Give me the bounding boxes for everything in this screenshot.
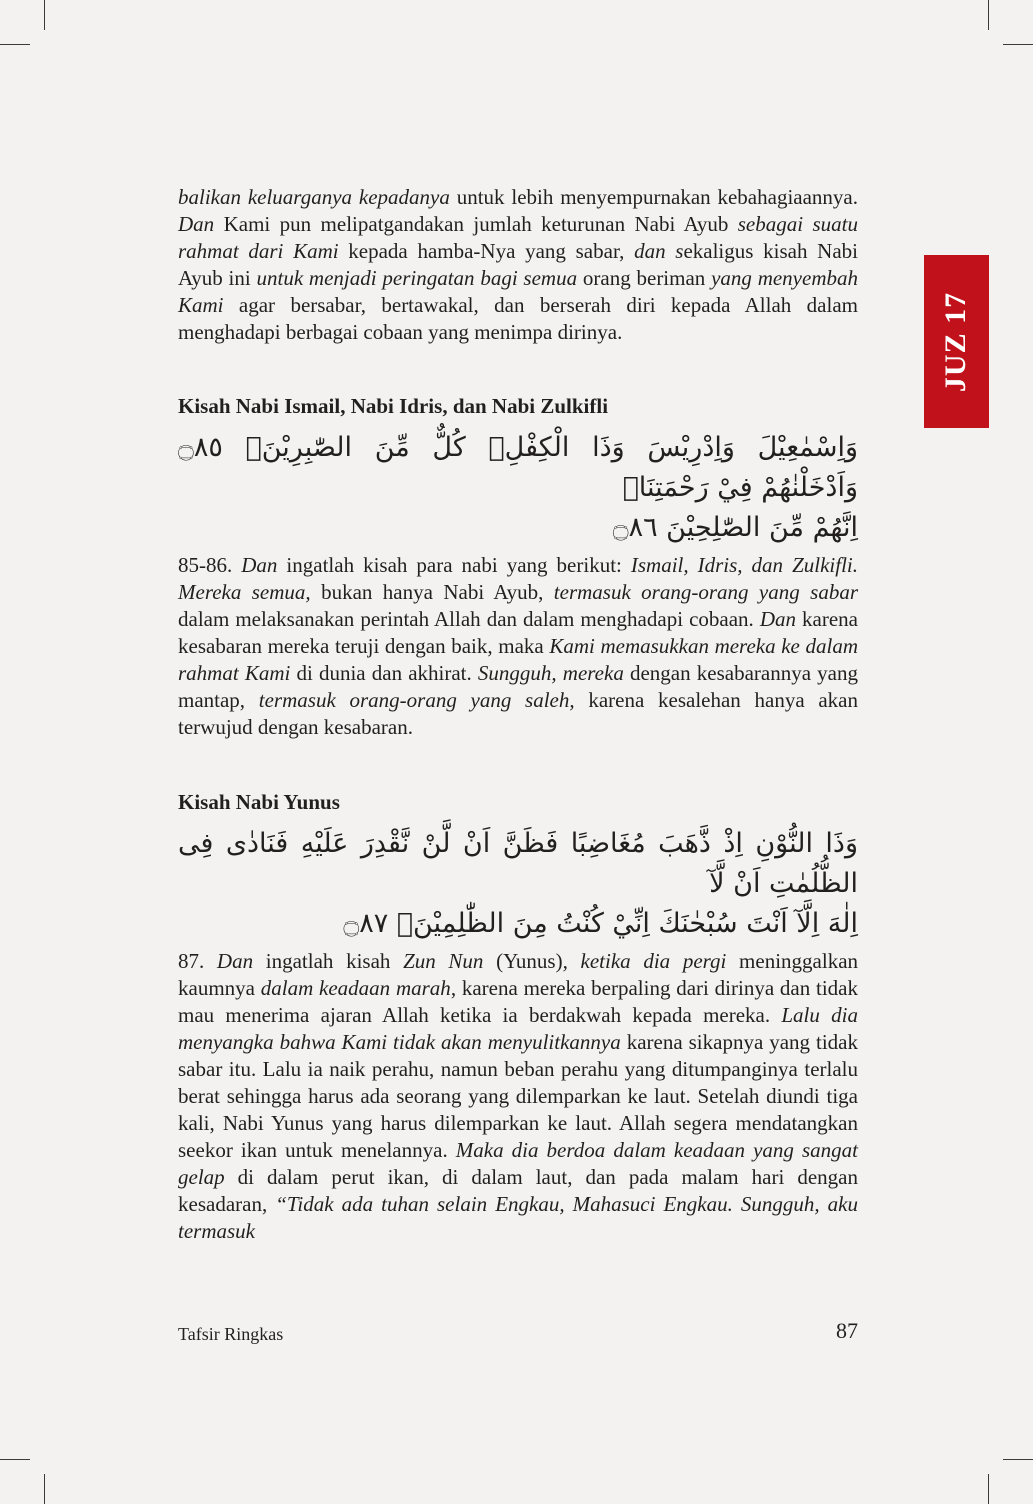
italic-run: “Tidak ada tuhan selain Engkau, Mahasuci Engkau. Sungguh, aku termasuk (178, 1192, 858, 1243)
crop-mark (1003, 44, 1033, 45)
crop-mark (988, 0, 989, 30)
crop-mark (1003, 1459, 1033, 1460)
crop-mark (0, 1459, 30, 1460)
text-run: (Yunus) (483, 949, 563, 973)
juz-side-tab (924, 255, 989, 428)
text-run: , karena mereka berpaling dari dirinya dan tidak mau menerima ajaran Allah ketika ia berdakwah kepada mereka. (178, 976, 859, 1027)
text-run: ekaligus kisah Nabi Ayub ini (178, 239, 858, 290)
italic-run: yang menyembah Kami (178, 266, 858, 317)
italic-run: Zun Nun (403, 949, 484, 973)
text-run: ingatlah kisah para nabi yang berikut: (277, 553, 631, 577)
tafsir-paragraph-85-86 (178, 552, 858, 741)
text-run: karena kesabaran mereka teruji dengan baik, maka (178, 607, 858, 658)
arabic-verse-85-86 (178, 428, 858, 548)
text-run: untuk lebih menyempurnakan kebahagiaannya. (449, 185, 858, 209)
text-run: di dalam perut ikan, di dalam laut, dan pada malam hari dengan kesadaran, (178, 1165, 858, 1216)
intro-paragraph (178, 184, 858, 346)
juz-tab-label: JUZ 17 (939, 291, 973, 392)
arabic-line: اِلٰهَ اِلَّآ اَنْتَ سُبْحٰنَكَ اِنِّيْ كُنْتُ مِنَ الظّٰلِمِيْنَۚ ۝٨٧ (343, 908, 858, 939)
italic-run: untuk menjadi peringatan bagi semua (256, 266, 578, 290)
italic-run: termasuk orang-orang yang sabar (553, 580, 858, 604)
section-heading-yunus: Kisah Nabi Yunus (178, 790, 340, 814)
arabic-line: وَذَا النُّوْنِ اِذْ ذَّهَبَ مُغَاضِبًا فَظَنَّ اَنْ لَّنْ نَّقْدِرَ عَلَيْهِ فَنَادٰى فِى الظُّلُمٰتِ اَنْ لَّآ (178, 828, 858, 899)
italic-run: termasuk orang-orang yang saleh, (258, 688, 575, 712)
text-run: agar bersabar, bertawakal, dan berserah diri kepada Allah dalam menghadapi berbagai cobaan yang menimpa dirinya. (178, 293, 858, 344)
crop-mark (44, 0, 45, 30)
crop-mark (0, 44, 30, 45)
italic-run: balikan keluarganya kepadanya (178, 185, 450, 209)
italic-run: Dan (241, 553, 278, 577)
italic-run: Dan (178, 212, 215, 236)
text-run: meninggalkan kaumnya (178, 949, 859, 1000)
section-heading-ismail: Kisah Nabi Ismail, Nabi Idris, dan Nabi Zulkifli (178, 394, 609, 418)
text-run: kepada hamba-Nya yang sabar, (338, 239, 635, 263)
text-run: Kami pun melipatgandakan jumlah keturunan Nabi Ayub (214, 212, 738, 236)
italic-run: Sungguh, mereka (477, 661, 624, 685)
italic-run: , ketika dia pergi (562, 949, 727, 973)
arabic-line: اِنَّهُمْ مِّنَ الصّٰلِحِيْنَ ۝٨٦ (612, 512, 858, 543)
text-run: dalam melaksanakan perintah Allah dan dalam menghadapi cobaan. (178, 607, 760, 631)
italic-run: Lalu dia menyangka bahwa Kami tidak akan menyulitkannya (178, 1003, 858, 1054)
italic-run: dalam keadaan marah (260, 976, 451, 1000)
italic-run: dan s (634, 239, 684, 263)
page-number: 87 (836, 1318, 858, 1343)
arabic-verse-87 (178, 824, 858, 944)
text-run: ingatlah kisah (253, 949, 404, 973)
arabic-line: وَاِسْمٰعِيْلَ وَاِدْرِيْسَ وَذَا الْكِفْلِۗ كُلٌّ مِّنَ الصّٰبِرِيْنَۙ ۝٨٥ وَاَدْخَلْنٰهُمْ فِيْ رَحْمَتِنَاۗ (178, 432, 858, 503)
crop-mark (44, 1474, 45, 1504)
italic-run: Kami memasukkan mereka ke dalam rahmat Kami (178, 634, 858, 685)
tafsir-paragraph-87 (178, 948, 858, 1245)
text-run: bukan hanya Nabi Ayub, (310, 580, 554, 604)
italic-run: Maka dia berdoa dalam keadaan yang sangat gelap (178, 1138, 858, 1189)
crop-mark (988, 1474, 989, 1504)
text-run: karena kesalehan hanya akan terwujud dengan kesabaran. (178, 688, 859, 739)
text-run: orang beriman (577, 266, 712, 290)
italic-run: Dan (759, 607, 796, 631)
text-run: 87. (178, 949, 217, 973)
text-run: 85-86. (178, 553, 242, 577)
text-run: dengan kesabarannya yang mantap, (178, 661, 858, 712)
text-run: di dunia dan akhirat. (290, 661, 478, 685)
text-run: karena sikapnya yang tidak sabar itu. Lalu ia naik perahu, namun beban perahu yang ditumpanginya terlalu berat sehingga harus ada seorang yang dilemparkan ke laut. Setelah diundi tiga kali, Nabi Yunus yang harus dilemparkan ke laut. Allah segera mendatangkan seekor ikan untuk menelannya. (178, 1030, 859, 1162)
footer-book-title: Tafsir Ringkas (178, 1324, 284, 1344)
italic-run: Dan (216, 949, 254, 973)
italic-run: Ismail, Idris, dan Zulkifli. Mereka semua, (178, 553, 858, 604)
page-content (178, 184, 858, 1245)
italic-run: sebagai suatu rahmat dari Kami (178, 212, 858, 263)
